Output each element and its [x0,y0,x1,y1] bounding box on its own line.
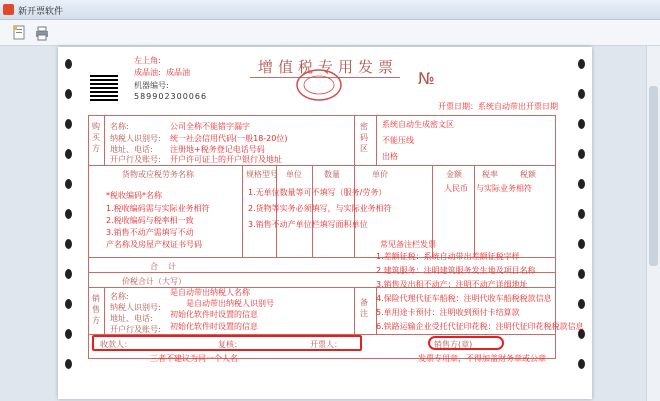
top-left-label: 左上角: [134,56,161,65]
header-quantity: 数量 [324,170,340,179]
qr-code [90,73,118,101]
remarks-line-2: 2.建筑服务：注明建筑服务发生地及项目名称 [376,266,536,275]
spec-note-3: 3.销售不动产单位栏填写面积单位 [248,220,368,229]
seller-bank-value: 初始化软件时设置的信息 [170,322,258,331]
reviewer-label: 复核： [218,340,242,349]
buyer-tax-label: 纳税人识别号: [110,134,161,143]
tax-rate-note: 与实际业务相符 [476,184,532,193]
spec-note-1: 1.无单位数量等可不填写（服务/劳务） [248,188,387,197]
seller-section-label: 销售方 [92,294,100,325]
remarks-line-6: 6.铁路运输企业受托代征印花税：注明代征印花税税款信息 [376,322,584,331]
seller-name-label: 名称: [110,292,129,301]
header-amount: 金额 [446,170,462,179]
binding-hole [578,209,585,219]
seal-label: 销售方(章) [434,340,473,349]
app-icon [3,4,14,15]
binding-hole [578,59,585,69]
remark-area-label: 备注 [360,298,368,318]
vertical-scrollbar[interactable] [646,46,660,401]
buyer-section-label: 购买方 [92,122,100,153]
grand-total-label: 价税合计（大写） [122,277,186,286]
binding-hole [65,299,72,309]
binding-hole [65,239,72,249]
binding-hole [65,149,72,159]
binding-hole [65,89,72,99]
remarks-line-4: 4.保险代理代征车船税：注明代收车船税税款信息 [376,294,552,303]
binding-hole [65,329,72,339]
buyer-name-value: 公司全称不能错字漏字 [170,122,250,131]
finished-oil-label: 成品油: [134,68,161,77]
invoice-title: 增值税专用发票 [258,58,399,76]
amount-currency: 人民币 [444,184,468,193]
remarks-line-1: 1.差额征税：系统自动带出差额征税字样 [376,252,520,261]
binding-hole [65,209,72,219]
seller-addr-value: 初始化软件时设置的信息 [170,310,258,319]
seller-name-value: 是自动带出纳税人名称 [170,288,250,297]
signature-annotation: 三者不建议为同一个人名 [150,354,238,363]
buyer-addr-label: 地址、电话: [110,145,153,154]
item-note-3: 2.税收编码与税率相一致 [106,216,194,225]
binding-hole [578,179,585,189]
total-label: 合计 [150,262,186,271]
seller-bank-label: 开户行及账号: [110,325,161,334]
header-unit: 单位 [286,170,302,179]
document-icon[interactable] [10,24,28,42]
header-goods-name: 货物或应税劳务名称 [122,170,194,179]
remarks-line-3: 3.销售及出租不动产：注明不动产详细地址 [376,280,528,289]
seal-annotation: 发票专用章，不得加盖财务章或公章 [418,354,546,363]
toolbar [0,20,660,46]
item-note-1: *税收编码*名称 [106,191,162,200]
machine-no-label: 机器编号: [134,81,169,90]
item-note-5: 产名称及房屋产权证书号码 [106,240,202,249]
binding-hole [578,269,585,279]
binding-hole [578,89,585,99]
window-title: 新开票软件 [18,7,64,17]
buyer-tax-value: 统一社会信用代码(一般18-20位) [170,134,288,143]
item-note-2: 1.税收编码需与实际业务相符 [106,204,210,213]
seller-tax-value: 是自动带出纳税人识别号 [186,299,274,308]
header-tax-amount: 税额 [520,170,536,179]
buyer-addr-value: 注册地+税务登记电话号码 [170,145,265,154]
binding-hole [578,239,585,249]
binding-hole [65,179,72,189]
header-price: 单价 [372,170,388,179]
binding-hole [578,299,585,309]
payee-label: 收款人： [100,340,132,349]
binding-hole [65,359,72,369]
printer-icon[interactable] [33,24,51,42]
binding-hole [65,269,72,279]
buyer-bank-value: 开户许可证上的开户银行及地址 [170,155,282,164]
spec-note-2: 2.货物等实务必须填写，与实际业务相符 [248,204,392,213]
drawer-label: 开票人： [310,340,342,349]
remarks-title: 常见备注栏发票 [380,240,436,249]
seller-addr-label: 地址、电话: [110,314,153,323]
binding-hole [65,59,72,69]
binding-hole [578,119,585,129]
invoice-number-label: № [418,69,435,88]
binding-hole [578,359,585,369]
item-note-4: 3.销售不动产需填写不动 [106,228,194,237]
password-area-label: 密码区 [360,122,368,153]
invoice-paper [58,47,592,399]
remarks-line-5: 5.单用途卡预付：注明收到预付卡结算款 [376,308,520,317]
scroll-thumb[interactable] [649,86,658,266]
password-note-2: 不能压线 [382,136,414,145]
binding-hole [65,119,72,129]
password-note-1: 系统自动生成密文区 [382,120,454,129]
finished-oil-value: 成品油 [166,68,190,77]
invoice-seal-icon [294,67,344,103]
password-note-3: 出格 [382,152,398,161]
header-spec: 规格型号 [246,170,278,179]
title-bar [0,0,660,20]
buyer-bank-label: 开户行及账号: [110,155,161,164]
buyer-name-label: 名称: [110,122,129,131]
invoice-date: 开票日期：系统自动带出开票日期 [438,102,558,111]
seller-tax-label: 纳税人识别号: [110,303,161,312]
machine-no: 589902300066 [134,92,208,101]
header-tax-rate: 税率 [482,170,498,179]
binding-hole [578,149,585,159]
